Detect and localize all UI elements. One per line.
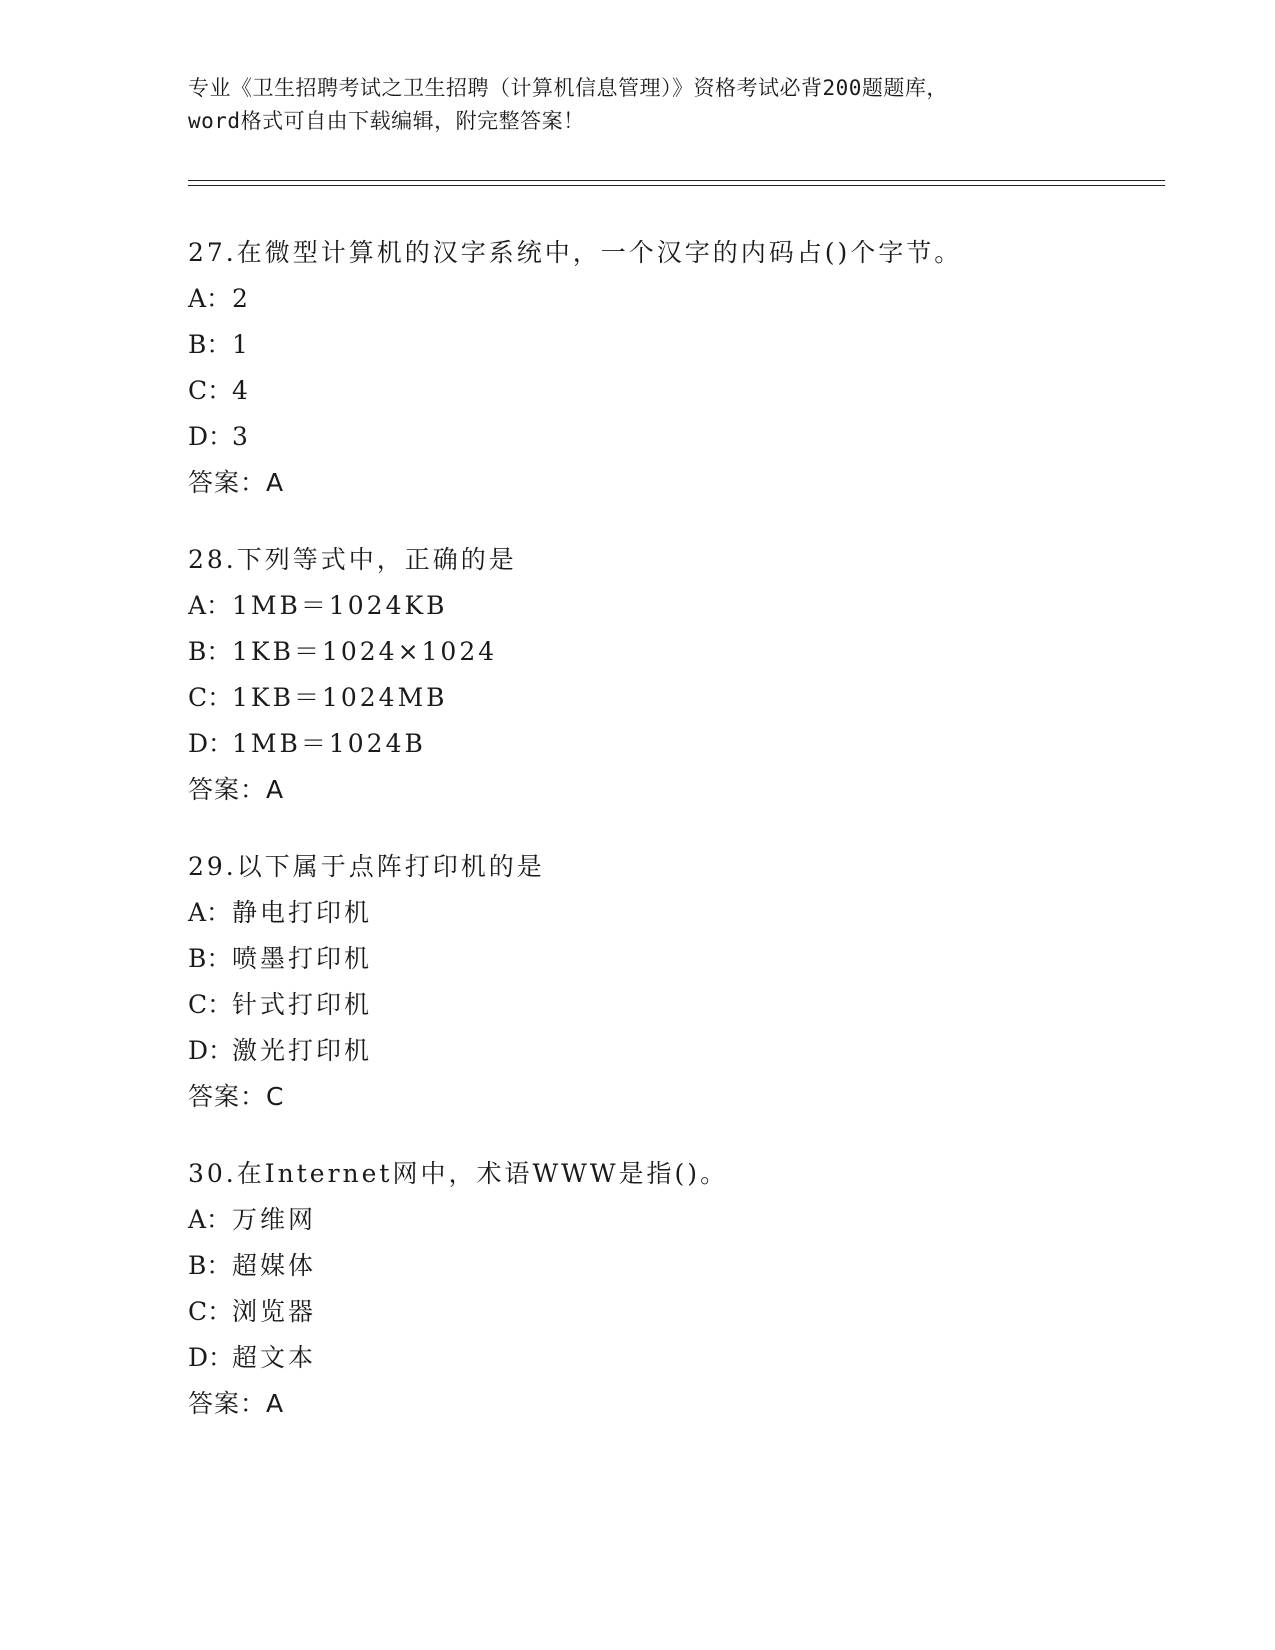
option-c <box>188 368 1168 414</box>
option-key: A： <box>188 898 232 927</box>
option-a <box>188 583 1168 629</box>
option-key: D： <box>188 1343 234 1372</box>
option-key: A： <box>188 284 232 313</box>
option-d <box>188 1335 1168 1381</box>
option-key: C： <box>188 990 233 1019</box>
option-key: D： <box>188 1036 234 1065</box>
answer-line: 答案：C <box>188 1082 285 1111</box>
option-key: D： <box>188 422 234 451</box>
header-divider-bottom <box>188 185 1165 186</box>
question-title: 28.下列等式中，正确的是 <box>188 545 517 574</box>
option-key: D： <box>188 729 234 758</box>
option-text: 针式打印机 <box>232 990 373 1019</box>
option-b <box>188 629 1168 675</box>
option-a <box>188 890 1168 936</box>
question-list <box>188 230 1168 1458</box>
option-c <box>188 1289 1168 1335</box>
header-line-2: word格式可自由下载编辑，附完整答案！ <box>188 109 585 133</box>
option-key: C： <box>188 1297 233 1326</box>
question-title: 29.以下属于点阵打印机的是 <box>188 852 545 881</box>
question-28 <box>188 537 1168 813</box>
option-d <box>188 1028 1168 1074</box>
option-text: 喷墨打印机 <box>232 944 373 973</box>
option-text: 1KB＝1024×1024 <box>232 637 498 666</box>
option-b <box>188 322 1168 368</box>
option-text: 1 <box>232 330 251 359</box>
option-a <box>188 276 1168 322</box>
document-header <box>188 72 1088 138</box>
answer-line: 答案：A <box>188 468 285 497</box>
option-text: 激光打印机 <box>232 1036 373 1065</box>
option-b <box>188 1243 1168 1289</box>
option-key: B： <box>188 330 232 359</box>
option-d <box>188 414 1168 460</box>
option-text: 1KB＝1024MB <box>232 683 448 712</box>
option-text: 4 <box>232 376 251 405</box>
question-27 <box>188 230 1168 506</box>
question-title: 30.在Internet网中，术语WWW是指()。 <box>188 1159 729 1188</box>
option-key: A： <box>188 1205 232 1234</box>
question-title: 27.在微型计算机的汉字系统中，一个汉字的内码占()个字节。 <box>188 238 963 267</box>
question-29 <box>188 844 1168 1120</box>
option-text: 超媒体 <box>232 1251 317 1280</box>
option-d <box>188 721 1168 767</box>
option-key: B： <box>188 1251 232 1280</box>
option-key: C： <box>188 376 233 405</box>
option-key: B： <box>188 637 232 666</box>
option-text: 静电打印机 <box>232 898 373 927</box>
option-text: 2 <box>232 284 251 313</box>
option-text: 3 <box>232 422 251 451</box>
option-key: B： <box>188 944 232 973</box>
option-text: 1MB＝1024B <box>232 729 426 758</box>
header-divider-top <box>188 180 1165 181</box>
option-text: 1MB＝1024KB <box>232 591 448 620</box>
header-line-1: 专业《卫生招聘考试之卫生招聘（计算机信息管理）》资格考试必背200题题库， <box>188 76 948 100</box>
option-b <box>188 936 1168 982</box>
option-text: 超文本 <box>232 1343 317 1372</box>
option-key: C： <box>188 683 233 712</box>
question-30 <box>188 1151 1168 1427</box>
option-c <box>188 982 1168 1028</box>
option-text: 浏览器 <box>232 1297 317 1326</box>
option-a <box>188 1197 1168 1243</box>
answer-line: 答案：A <box>188 775 285 804</box>
option-text: 万维网 <box>232 1205 317 1234</box>
answer-line: 答案：A <box>188 1389 285 1418</box>
option-key: A： <box>188 591 232 620</box>
option-c <box>188 675 1168 721</box>
